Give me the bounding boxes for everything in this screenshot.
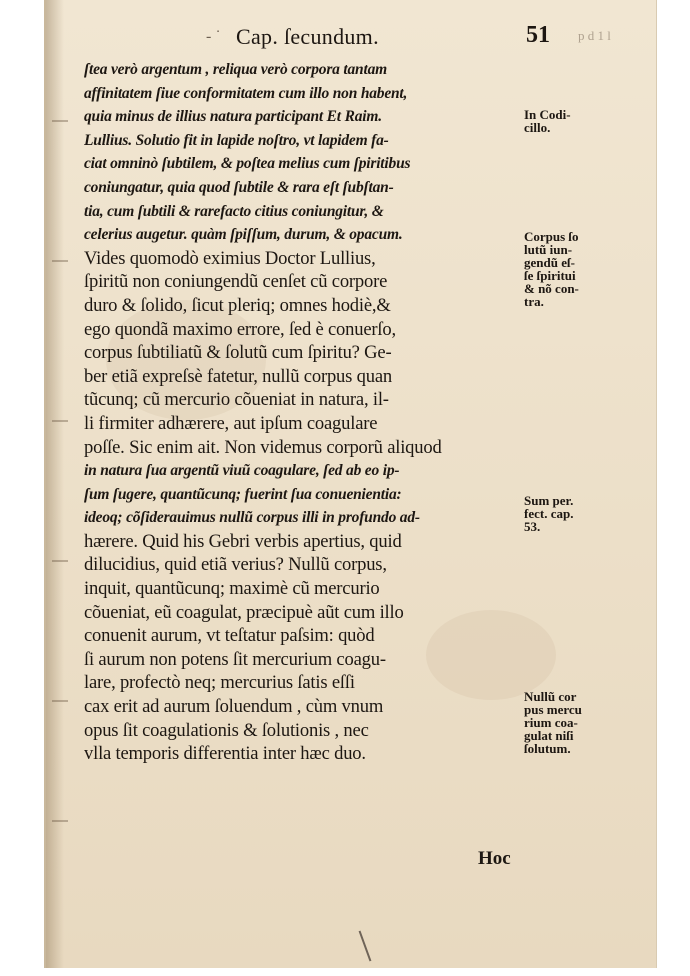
text-line: lare, profectò neq; mercurius ſatis eſſi xyxy=(84,672,355,694)
margin-note-line: Sum per. xyxy=(524,493,574,508)
header-ornament: - ˙ xyxy=(206,28,221,45)
text-line: cõueniat, eũ coagulat, præcipuè aũt cum illo xyxy=(84,601,404,623)
margin-note-line: ſe ſpiritui xyxy=(524,268,576,283)
text-line: coniungatur, quia quod ſubtile & rara eſt ſubſtan- xyxy=(84,178,394,196)
margin-note-line: & nõ con- xyxy=(524,281,579,296)
text-line: ſum ſugere, quantũcunq; fuerint ſua conuenientia: xyxy=(84,485,402,503)
margin-note-line: gendũ eſ- xyxy=(524,255,575,270)
margin-note-line: lutũ iun- xyxy=(524,242,573,257)
margin-note-line: pus mercu xyxy=(524,702,582,717)
text-line: affinitatem ſiue conformitatem cum illo non habent, xyxy=(84,84,408,102)
margin-note-line: fect. cap. xyxy=(524,506,574,521)
gutter-mark xyxy=(52,260,68,262)
gutter-mark xyxy=(52,120,68,122)
text-line: dilucidius, quid etiã verius? Nullũ corpus, xyxy=(84,554,387,576)
gutter-mark xyxy=(52,820,68,822)
book-page xyxy=(44,0,657,968)
text-line: li firmiter adhærere, aut ipſum coagulare xyxy=(84,412,378,434)
text-line: Vides quomodò eximius Doctor Lullius, xyxy=(84,247,376,269)
running-title: Cap. ſecundum. xyxy=(236,24,379,49)
text-line: poſſe. Sic enim ait. Non videmus corporũ aliquod xyxy=(84,436,442,458)
paper-crease-mark xyxy=(359,931,372,962)
text-line: ſi aurum non potens ſit mercurium coagu- xyxy=(84,648,386,670)
margin-note-corpus-solutum xyxy=(524,230,618,308)
text-line: opus ſit coagulationis & ſolutionis , nec xyxy=(84,719,369,741)
margin-note-line: rium coa- xyxy=(524,715,578,730)
text-line: quia minus de illius natura participant Et Raim. xyxy=(84,108,382,126)
text-line: ideoq; cõſiderauimus nullũ corpus illi in profundo ad- xyxy=(84,509,420,527)
text-line: ſpiritũ non coniungendũ cenſet cũ corpore xyxy=(84,271,388,293)
text-line: hærere. Quid his Gebri verbis apertius, quid xyxy=(84,530,402,552)
text-line: inquit, quantũcunq; maximè cũ mercurio xyxy=(84,578,380,600)
gutter-shadow xyxy=(46,0,64,968)
margin-note-line: tra. xyxy=(524,294,544,309)
gutter-mark xyxy=(52,560,68,562)
text-line: Lullius. Solutio fit in lapide noſtro, vt lapidem fa- xyxy=(84,131,389,149)
margin-note-sum-perfect xyxy=(524,494,618,533)
margin-note-line: In Codi- xyxy=(524,107,571,122)
text-line: ſtea verò argentum , reliqua verò corpora tantam xyxy=(84,61,387,78)
text-line: conuenit aurum, vt teſtatur paſsim: quòd xyxy=(84,625,375,647)
text-line: corpus ſubtiliatũ & ſolutũ cum ſpiritu? Ge- xyxy=(84,342,392,364)
margin-note-line: cillo. xyxy=(524,120,551,135)
page-number: 51 xyxy=(526,22,550,48)
text-line: tũcunq; cũ mercurio cõueniat in natura, il- xyxy=(84,389,389,411)
text-line: in natura ſua argentũ viuũ coagulare, ſed ab eo ip- xyxy=(84,462,400,480)
body-text xyxy=(84,58,534,766)
margin-note-line: ſolutum. xyxy=(524,741,571,756)
margin-note-line: 53. xyxy=(524,519,541,534)
text-line: tia, cum ſubtili & rarefacto citius coniungitur, & xyxy=(84,202,384,220)
margin-note-line: Corpus ſo xyxy=(524,229,579,244)
text-line: vlla temporis differentia inter hæc duo. xyxy=(84,743,366,765)
gutter-mark xyxy=(52,420,68,422)
text-line: celerius augetur. quàm ſpiſſum, durum, & opacum. xyxy=(84,226,403,244)
text-line: ciat omninò ſubtilem, & poſtea melius cum ſpiritibus xyxy=(84,155,411,173)
margin-note-line: Nullũ cor xyxy=(524,689,577,704)
margin-note-line: gulat niſi xyxy=(524,728,574,743)
margin-note-nullum-corpus xyxy=(524,690,618,755)
text-line: ber etiã expreſsè fatetur, nullũ corpus quan xyxy=(84,365,392,387)
gutter-mark xyxy=(52,700,68,702)
text-line: ego quondã maximo errore, ſed è conuerſo, xyxy=(84,318,396,340)
text-line: duro & ſolido, ſicut pleriq; omnes hodiè,& xyxy=(84,294,391,316)
text-line: cax erit ad aurum ſoluendum , cùm vnum xyxy=(84,696,384,718)
catchword: Hoc xyxy=(478,848,511,869)
margin-note-codicillo xyxy=(524,108,618,134)
bleed-through-text: p d 1 l xyxy=(578,28,611,43)
page-header xyxy=(46,24,656,54)
